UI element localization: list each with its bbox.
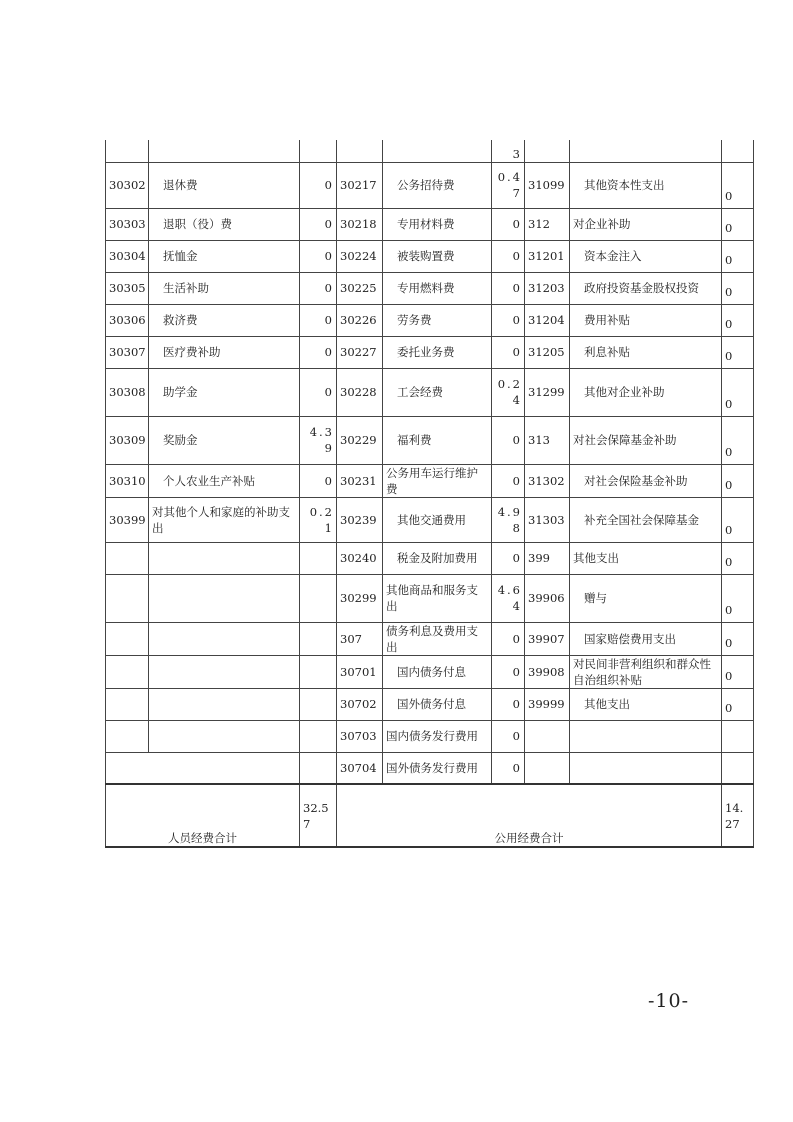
table-row xyxy=(106,574,754,622)
cell-name: 救济费 xyxy=(149,304,300,336)
cell-amount: 4.39 xyxy=(300,416,337,464)
cell-code: 30306 xyxy=(106,304,149,336)
cell-amount: 0 xyxy=(722,464,754,497)
table-row xyxy=(106,497,754,542)
cell-name: 债务利息及费用支出 xyxy=(383,622,492,655)
table-row xyxy=(106,304,754,336)
cell-amount: 0 xyxy=(722,208,754,240)
cell-amount: 0 xyxy=(492,416,525,464)
cell-code: 39907 xyxy=(525,622,570,655)
cell-amount: 0 xyxy=(722,574,754,622)
cell-code: 30305 xyxy=(106,272,149,304)
cell-code: 30310 xyxy=(106,464,149,497)
cell-name: 政府投资基金股权投资 xyxy=(570,272,722,304)
cell-amount: 0 xyxy=(492,622,525,655)
cell-amount: 0 xyxy=(722,655,754,688)
cell-name: 工会经费 xyxy=(383,368,492,416)
cell-code: 30227 xyxy=(337,336,383,368)
table-row xyxy=(106,655,754,688)
cell-amount: 0 xyxy=(300,464,337,497)
cell-code xyxy=(106,622,149,655)
cell-name xyxy=(149,655,300,688)
cell-amount: 0 xyxy=(492,752,525,784)
cell-amount: 0 xyxy=(722,497,754,542)
cell-amount: 0 xyxy=(492,464,525,497)
cell-amount: 0 xyxy=(722,542,754,574)
cell-code: 30703 xyxy=(337,720,383,752)
cell-name: 其他商品和服务支出 xyxy=(383,574,492,622)
cell-name: 国内债务付息 xyxy=(383,655,492,688)
cell-name xyxy=(149,542,300,574)
cell-amount: 0 xyxy=(722,368,754,416)
cell-amount: 0 xyxy=(722,304,754,336)
cell-code: 31203 xyxy=(525,272,570,304)
cell-code xyxy=(337,140,383,162)
cell-name: 公务招待费 xyxy=(383,162,492,208)
cell-code: 31204 xyxy=(525,304,570,336)
cell-amount: 0 xyxy=(722,336,754,368)
cell-amount: 0 xyxy=(722,688,754,720)
cell-amount xyxy=(300,574,337,622)
cell-name: 退休费 xyxy=(149,162,300,208)
cell-code: 31299 xyxy=(525,368,570,416)
cell-code: 30307 xyxy=(106,336,149,368)
page-number: -10- xyxy=(648,990,690,1012)
cell-amount: 0 xyxy=(492,208,525,240)
cell-amount: 4.98 xyxy=(492,497,525,542)
cell-code xyxy=(106,655,149,688)
cell-amount xyxy=(722,752,754,784)
cell-code: 31201 xyxy=(525,240,570,272)
cell-name: 税金及附加费用 xyxy=(383,542,492,574)
table-row xyxy=(106,752,754,784)
cell-amount xyxy=(300,752,337,784)
cell-name xyxy=(149,622,300,655)
cell-code: 31205 xyxy=(525,336,570,368)
cell-amount: 0 xyxy=(722,240,754,272)
cell-amount: 0 xyxy=(722,622,754,655)
cell-name: 抚恤金 xyxy=(149,240,300,272)
cell-code xyxy=(106,140,149,162)
cell-code xyxy=(106,542,149,574)
cell-code: 30308 xyxy=(106,368,149,416)
cell-code: 30701 xyxy=(337,655,383,688)
cell-name: 对企业补助 xyxy=(570,208,722,240)
cell-code: 30240 xyxy=(337,542,383,574)
cell-code: 30302 xyxy=(106,162,149,208)
cell-code xyxy=(525,720,570,752)
cell-amount: 0 xyxy=(492,688,525,720)
cell-amount: 0 xyxy=(300,208,337,240)
cell-code: 307 xyxy=(337,622,383,655)
table-row xyxy=(106,240,754,272)
cell-amount: 0 xyxy=(300,162,337,208)
cell-amount xyxy=(300,688,337,720)
cell-amount: 0 xyxy=(492,720,525,752)
public-total-value: 14.27 xyxy=(722,784,754,847)
cell-name xyxy=(106,752,300,784)
cell-code: 30231 xyxy=(337,464,383,497)
cell-name xyxy=(149,140,300,162)
cell-name: 对民间非营利组织和群众性自治组织补贴 xyxy=(570,655,722,688)
cell-code xyxy=(525,140,570,162)
table-row xyxy=(106,688,754,720)
cell-amount: 0.21 xyxy=(300,497,337,542)
cell-amount: 0 xyxy=(492,542,525,574)
cell-code: 39908 xyxy=(525,655,570,688)
table-row xyxy=(106,272,754,304)
cell-name: 费用补贴 xyxy=(570,304,722,336)
cell-amount xyxy=(722,720,754,752)
cell-name: 退职（役）费 xyxy=(149,208,300,240)
cell-amount: 0 xyxy=(300,304,337,336)
table-row xyxy=(106,720,754,752)
cell-name: 福利费 xyxy=(383,416,492,464)
cell-amount: 4.64 xyxy=(492,574,525,622)
cell-amount xyxy=(722,140,754,162)
cell-code: 30239 xyxy=(337,497,383,542)
cell-amount: 0.47 xyxy=(492,162,525,208)
cell-amount: 0 xyxy=(492,336,525,368)
expense-table xyxy=(105,140,754,848)
cell-amount xyxy=(300,720,337,752)
cell-name xyxy=(570,720,722,752)
cell-code: 30218 xyxy=(337,208,383,240)
cell-amount: 0 xyxy=(722,162,754,208)
cell-code: 30299 xyxy=(337,574,383,622)
cell-name: 公务用车运行维护费 xyxy=(383,464,492,497)
table-row xyxy=(106,464,754,497)
cell-code: 30309 xyxy=(106,416,149,464)
cell-code: 30217 xyxy=(337,162,383,208)
cell-name: 其他支出 xyxy=(570,688,722,720)
cell-amount: 0 xyxy=(300,272,337,304)
cell-code: 30399 xyxy=(106,497,149,542)
personnel-total-label: 人员经费合计 xyxy=(106,784,300,847)
cell-amount: 0 xyxy=(300,336,337,368)
cell-name: 国内债务发行费用 xyxy=(383,720,492,752)
cell-code: 312 xyxy=(525,208,570,240)
totals-row xyxy=(106,784,754,847)
cell-name: 利息补贴 xyxy=(570,336,722,368)
cell-name: 其他对企业补助 xyxy=(570,368,722,416)
cell-amount: 3 xyxy=(492,140,525,162)
cell-code: 399 xyxy=(525,542,570,574)
cell-name: 助学金 xyxy=(149,368,300,416)
cell-name: 专用材料费 xyxy=(383,208,492,240)
cell-amount xyxy=(300,140,337,162)
cell-name: 赠与 xyxy=(570,574,722,622)
cell-amount: 0 xyxy=(492,272,525,304)
cell-name: 国外债务发行费用 xyxy=(383,752,492,784)
personnel-total-value: 32.57 xyxy=(300,784,337,847)
cell-code: 30704 xyxy=(337,752,383,784)
table-row xyxy=(106,336,754,368)
cell-name: 其他支出 xyxy=(570,542,722,574)
cell-name: 国家赔偿费用支出 xyxy=(570,622,722,655)
cell-code: 30304 xyxy=(106,240,149,272)
cell-name xyxy=(570,140,722,162)
cell-name: 委托业务费 xyxy=(383,336,492,368)
cell-code: 39906 xyxy=(525,574,570,622)
cell-code: 31303 xyxy=(525,497,570,542)
cell-name xyxy=(149,688,300,720)
cell-amount: 0 xyxy=(492,655,525,688)
cell-code: 30226 xyxy=(337,304,383,336)
cell-amount xyxy=(300,622,337,655)
cell-code: 30224 xyxy=(337,240,383,272)
cell-name xyxy=(570,752,722,784)
cell-amount: 0 xyxy=(722,416,754,464)
cell-name: 专用燃料费 xyxy=(383,272,492,304)
cell-code: 39999 xyxy=(525,688,570,720)
cell-amount: 0 xyxy=(722,272,754,304)
table-row xyxy=(106,368,754,416)
cell-amount: 0.24 xyxy=(492,368,525,416)
cell-code xyxy=(525,752,570,784)
cell-name: 奖励金 xyxy=(149,416,300,464)
cell-code: 31302 xyxy=(525,464,570,497)
cell-name: 国外债务付息 xyxy=(383,688,492,720)
cell-name: 医疗费补助 xyxy=(149,336,300,368)
cell-name: 补充全国社会保障基金 xyxy=(570,497,722,542)
cell-code xyxy=(106,720,149,752)
table-row xyxy=(106,140,754,162)
public-total-label: 公用经费合计 xyxy=(337,784,722,847)
cell-code: 31099 xyxy=(525,162,570,208)
cell-name: 被装购置费 xyxy=(383,240,492,272)
cell-amount: 0 xyxy=(300,368,337,416)
cell-name xyxy=(149,720,300,752)
cell-name xyxy=(383,140,492,162)
cell-code xyxy=(106,574,149,622)
cell-name: 对其他个人和家庭的补助支出 xyxy=(149,497,300,542)
cell-amount: 0 xyxy=(300,240,337,272)
cell-name: 其他交通费用 xyxy=(383,497,492,542)
cell-amount: 0 xyxy=(492,240,525,272)
cell-amount xyxy=(300,542,337,574)
cell-code: 30228 xyxy=(337,368,383,416)
table-row xyxy=(106,416,754,464)
table-row xyxy=(106,542,754,574)
cell-name: 个人农业生产补贴 xyxy=(149,464,300,497)
cell-name: 劳务费 xyxy=(383,304,492,336)
cell-amount xyxy=(300,655,337,688)
cell-name: 对社会保险基金补助 xyxy=(570,464,722,497)
cell-name xyxy=(149,574,300,622)
cell-code: 30225 xyxy=(337,272,383,304)
table-row xyxy=(106,208,754,240)
cell-code: 30303 xyxy=(106,208,149,240)
cell-code: 30702 xyxy=(337,688,383,720)
cell-name: 资本金注入 xyxy=(570,240,722,272)
cell-amount: 0 xyxy=(492,304,525,336)
table-row xyxy=(106,162,754,208)
table-row xyxy=(106,622,754,655)
cell-code: 313 xyxy=(525,416,570,464)
cell-name: 其他资本性支出 xyxy=(570,162,722,208)
cell-code: 30229 xyxy=(337,416,383,464)
cell-name: 生活补助 xyxy=(149,272,300,304)
cell-code xyxy=(106,688,149,720)
cell-name: 对社会保障基金补助 xyxy=(570,416,722,464)
